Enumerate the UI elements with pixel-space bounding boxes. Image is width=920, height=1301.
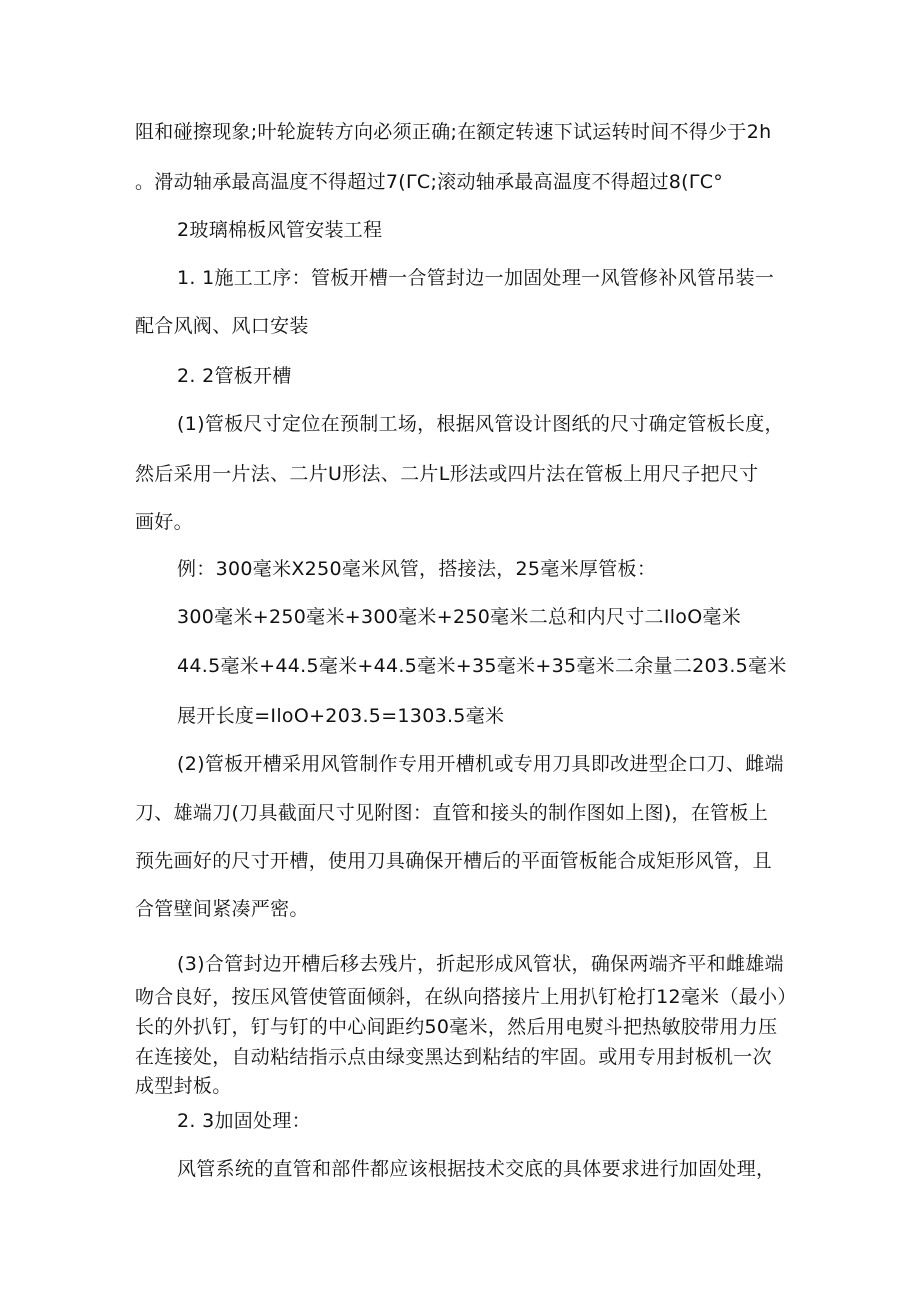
subsection-heading: 2. 3加固处理： [177, 1110, 311, 1132]
text-line: (2)管板开槽采用风管制作专用开槽机或专用刀具即改进型企口刀、雌端 [177, 753, 784, 775]
text-line: 阻和碰擦现象;叶轮旋转方向必须正确;在额定转速下试运转时间不得少于2h [135, 121, 772, 143]
text-line: 预先画好的尺寸开槽，使用刀具确保开槽后的平面管板能合成矩形风管，且 [135, 850, 772, 872]
text-line: 在连接处，自动粘结指示点由绿变黑达到粘结的牢固。或用专用封板机一次 [135, 1046, 772, 1068]
text-line: 。滑动轴承最高温度不得超过7(ΓC;滚动轴承最高温度不得超过8(ΓC° [135, 171, 724, 193]
formula-line: 44.5毫米+44.5毫米+44.5毫米+35毫米+35毫米二余量二203.5毫米 [177, 655, 787, 677]
subsection-heading: 2. 2管板开槽 [177, 365, 292, 387]
text-line: (3)合管封边开槽后移去残片，折起形成风管状，确保两端齐平和雌雄端 [177, 953, 784, 975]
text-line: 刀、雄端刀(刀具截面尺寸见附图：直管和接头的制作图如上图)，在管板上 [135, 802, 769, 824]
text-line: 例：300毫米X250毫米风管，搭接法，25毫米厚管板： [177, 558, 657, 580]
text-line: 吻合良好，按压风管使管面倾斜，在纵向搭接片上用扒钉枪打12毫米（最小） [135, 986, 797, 1008]
text-line: 合管壁间紧凑严密。 [135, 898, 309, 920]
text-line: 长的外扒钉，钉与钉的中心间距约50毫米，然后用电熨斗把热敏胶带用力压 [135, 1016, 778, 1038]
text-line: 风管系统的直管和部件都应该根据技术交底的具体要求进行加固处理， [177, 1158, 776, 1180]
formula-line: 展开长度=IloO+203.5=1303.5毫米 [177, 705, 505, 727]
text-line: 成型封板。 [135, 1075, 232, 1097]
text-line: (1)管板尺寸定位在预制工场，根据风管设计图纸的尺寸确定管板长度， [177, 413, 784, 435]
text-line: 配合风阀、风口安装 [135, 315, 309, 337]
text-line: 1. 1施工工序：管板开槽一合管封边一加固处理一风管修补风管吊装一 [177, 267, 775, 289]
section-heading: 2玻璃棉板风管安装工程 [177, 219, 383, 241]
formula-line: 300毫米+250毫米+300毫米+250毫米二总和内尺寸二IloO毫米 [177, 606, 742, 628]
text-line: 画好。 [135, 511, 193, 533]
text-line: 然后采用一片法、二片U形法、二片L形法或四片法在管板上用尺子把尺寸 [135, 463, 759, 485]
